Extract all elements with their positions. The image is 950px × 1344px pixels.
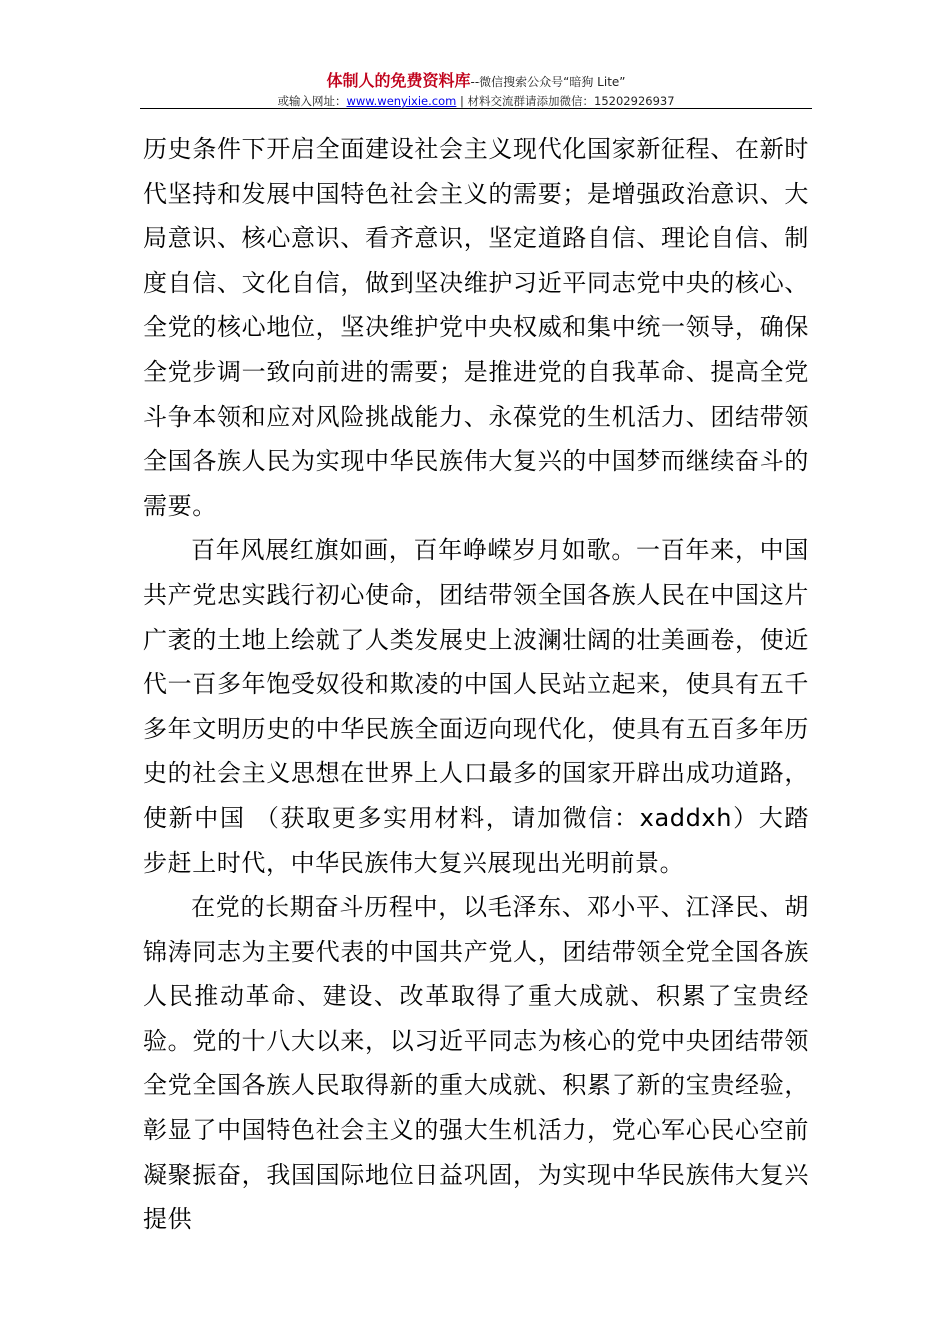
header-url-prefix: 或输入网址： [277, 94, 347, 108]
header-title-line [140, 70, 812, 92]
header-tagline: --微信搜索公众号“暗狗 Lite” [470, 75, 626, 89]
paragraph-2: 百年风展红旗如画，百年峥嵘岁月如歌。一百年来，中国共产党忠实践行初心使命，团结带领全国各族人民在中国这片广袤的土地上绘就了人类发展史上波澜壮阔的壮美画卷，使近代一百多年饱受奴役和欺凌的中国人民站立起来，使具有五千多年文明历史的中华民族全面迈向现代化，使具有五百多年历史的社会主义思想在世界上人口最多的国家开辟出成功道路，使新中国 （获取更多实用材料，请加微信：xaddxh）大踏步赶上时代，中华民族伟大复兴展现出光明前景。 [143, 536, 809, 877]
header-website-link[interactable]: www.wenyixie.com [346, 94, 457, 108]
paragraph-1: 历史条件下开启全面建设社会主义现代化国家新征程、在新时代坚持和发展中国特色社会主义的需要；是增强政治意识、大局意识、核心意识、看齐意识，坚定道路自信、理论自信、制度自信、文化自信，做到坚决维护习近平同志党中央的核心、全党的核心地位，坚决维护党中央权威和集中统一领导，确保全党步调一致向前进的需要；是推进党的自我革命、提高全党斗争本领和应对风险挑战能力、永葆党的生机活力、团结带领全国各族人民为实现中华民族伟大复兴的中国梦而继续奋斗的需要。 [143, 135, 809, 520]
header-url-suffix: | 材料交流群请添加微信：15202926937 [456, 94, 675, 108]
paragraph-3: 在党的长期奋斗历程中，以毛泽东、邓小平、江泽民、胡锦涛同志为主要代表的中国共产党人，团结带领全党全国各族人民推动革命、建设、改革取得了重大成就、积累了宝贵经验。党的十八大以来，以习近平同志为核心的党中央团结带领全党全国各族人民取得新的重大成就、积累了新的宝贵经验，彰显了中国特色社会主义的强大生机活力，党心军心民心空前凝聚振奋，我国国际地位日益巩固，为实现中华民族伟大复兴提供 [143, 893, 809, 1234]
header-brand: 体制人的免费资料库 [326, 71, 471, 90]
page-header [140, 70, 812, 110]
document-body [143, 127, 809, 1242]
header-divider [140, 108, 812, 109]
